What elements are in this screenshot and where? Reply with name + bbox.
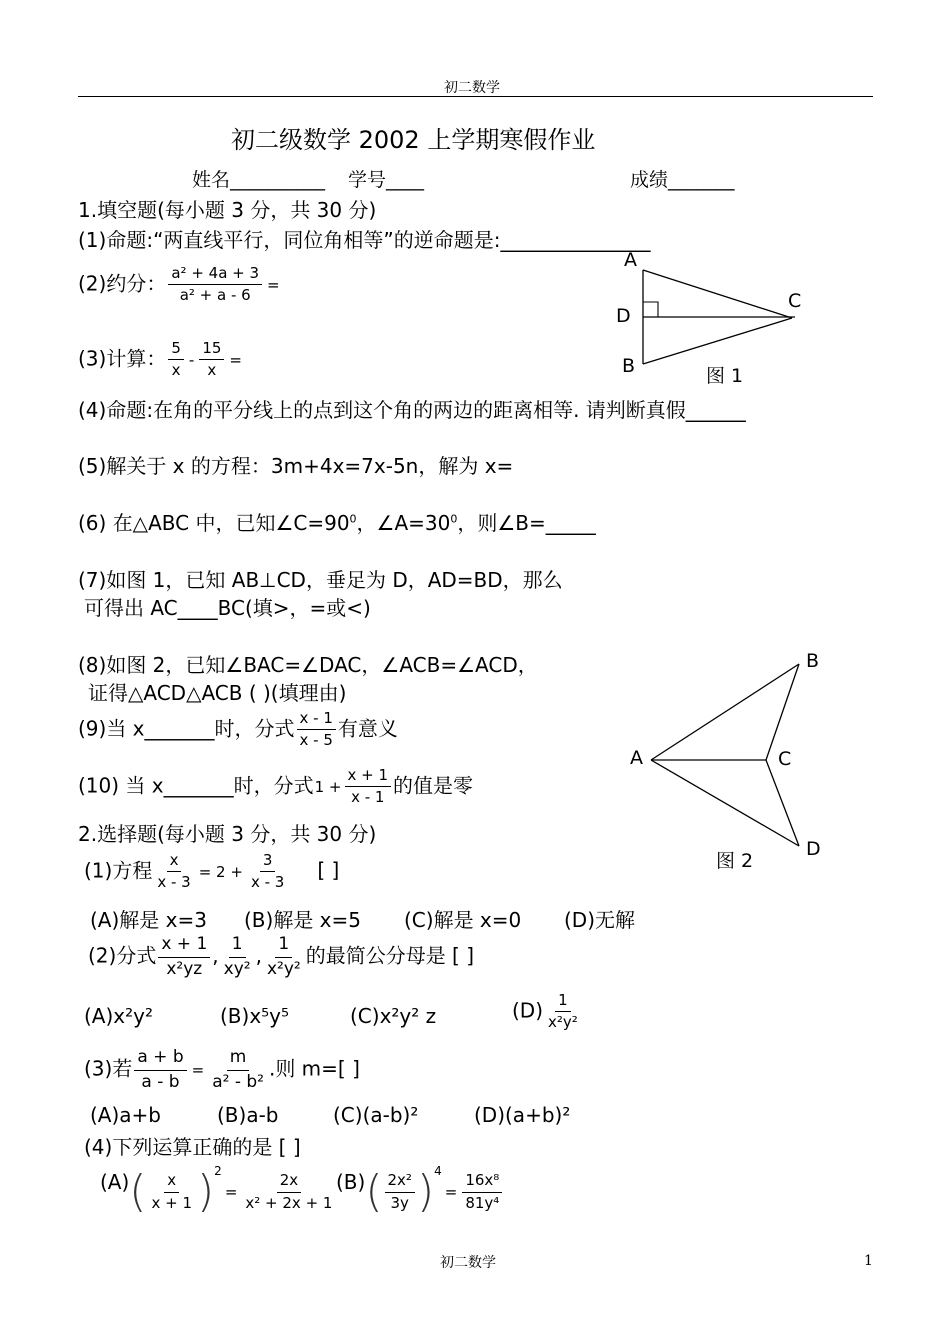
s2-q2-opt-d <box>512 992 583 1032</box>
s1-q3-label: (3)计算： <box>78 346 167 371</box>
s1-q2-equals: = <box>267 275 280 294</box>
s2-q2-frac3 <box>264 935 304 979</box>
s1-q10 <box>78 767 473 807</box>
s2-q3-num2: m <box>227 1048 250 1071</box>
fig2-line-bc <box>766 664 799 760</box>
s1-q3-num1: 5 <box>168 340 184 360</box>
s2-q4-a-equals: = <box>224 1183 238 1201</box>
fig1-label-b: B <box>622 355 636 377</box>
left-paren: ( <box>129 1166 147 1217</box>
page-number: 1 <box>864 1253 873 1269</box>
s2-q3-label: (3)若 <box>84 1056 133 1081</box>
s1-q1: (1)命题:“两直线平行，同位角相等”的逆命题是:_______________ <box>78 228 651 252</box>
figure-1 <box>600 240 820 400</box>
name-field: 姓名__________ <box>192 169 326 191</box>
s1-q9-part-b: 有意义 <box>337 716 398 741</box>
s1-q10-part-b: 的值是零 <box>393 773 474 798</box>
s1-q8-line2: 证得△ACD△ACB ( )(填理由) <box>88 681 347 705</box>
s1-q3-minus: - <box>188 350 195 369</box>
s1-q9-numerator: x - 1 <box>297 710 336 730</box>
s1-q9-denominator: x - 5 <box>299 731 333 750</box>
s2-q3-opt-b: (B)a-b <box>217 1103 279 1127</box>
s2-q4-a-result <box>242 1172 335 1212</box>
fig1-line-ac <box>643 270 792 318</box>
s2-q1-mid: = 2 + <box>198 862 243 881</box>
fig1-label-c: C <box>788 290 802 312</box>
s2-q3-tail: .则 m=[ ] <box>268 1056 360 1081</box>
s2-q2-opt-a: (A)x²y² <box>84 1004 153 1028</box>
s2-q2-opt-b: (B)x⁵y⁵ <box>220 1004 290 1028</box>
figure-2 <box>620 645 840 880</box>
s2-q1-num2: 3 <box>260 852 276 872</box>
s2-q4-b-equals: = <box>444 1183 458 1201</box>
s2-q4-a-num: x <box>164 1172 179 1192</box>
s2-q4-a-exponent: 2 <box>214 1164 222 1178</box>
s2-q3 <box>84 1048 360 1092</box>
s2-q4-b-result <box>462 1172 502 1212</box>
s2-q2-comma2: , <box>255 943 262 968</box>
s1-q2-numerator: a² + 4a + 3 <box>168 265 262 285</box>
s2-q4-b-result-den: 81y⁴ <box>465 1193 500 1212</box>
s2-q2-den2: xy² <box>223 958 251 979</box>
s2-q1-opt-a: (A)解是 x=3 <box>90 908 207 932</box>
s2-q4-b-exponent: 4 <box>434 1164 442 1178</box>
s1-q6 <box>78 507 596 536</box>
s2-q1-opt-c: (C)解是 x=0 <box>404 908 522 932</box>
s2-q2-tail: 的最简公分母是 [ ] <box>305 943 475 968</box>
s2-q2-num3: 1 <box>275 935 292 958</box>
s2-q3-equals: = <box>191 1061 205 1080</box>
s1-q6-part-b: ，∠A=30 <box>356 511 451 535</box>
fig1-label-a: A <box>624 249 637 271</box>
score-field: 成绩_______ <box>630 169 735 191</box>
s2-q1-frac1 <box>154 852 193 892</box>
s1-q3-equals: = <box>229 350 242 369</box>
s1-q10-part-a: (10) 当 x_______时，分式 <box>78 773 314 798</box>
s1-q3-num2: 15 <box>199 340 224 360</box>
s2-q4-a-result-den: x² + 2x + 1 <box>245 1193 333 1212</box>
s1-q9-part-a: (9)当 x_______时，分式 <box>78 716 295 741</box>
degree-sup-a: 0 <box>450 512 458 526</box>
fig2-label-d: D <box>806 838 821 860</box>
s2-q1-opt-d: (D)无解 <box>564 908 636 932</box>
s1-q8-line1: (8)如图 2，已知∠BAC=∠DAC，∠ACB=∠ACD， <box>78 653 538 677</box>
s2-q2-opt-c: (C)x²y² z <box>350 1004 437 1028</box>
s2-q2-frac1 <box>158 935 210 979</box>
s2-q4-a-inner-frac <box>148 1172 195 1212</box>
s2-q1-opt-b: (B)解是 x=5 <box>244 908 362 932</box>
s2-q2-comma1: , <box>212 943 219 968</box>
page-header: 初二数学 <box>444 80 500 96</box>
fig1-caption: 图 1 <box>706 365 744 387</box>
s2-q4-opt-b-label: (B) <box>336 1170 366 1194</box>
s2-q4-opt-a <box>100 1164 337 1217</box>
left-paren: ( <box>365 1166 383 1217</box>
s2-q4-a-result-num: 2x <box>277 1172 301 1192</box>
s2-q3-frac1 <box>134 1048 186 1092</box>
s1-q10-fraction <box>345 767 392 807</box>
s1-q2-fraction <box>168 265 262 305</box>
s2-q4-a-den: x + 1 <box>151 1193 192 1212</box>
s2-q3-den1: a - b <box>141 1071 180 1092</box>
s2-q2-frac2 <box>221 935 254 979</box>
s2-q4-b-num: 2x² <box>385 1172 415 1192</box>
header-rule <box>78 96 873 97</box>
degree-sup-c: 0 <box>349 512 357 526</box>
fig2-label-b: B <box>806 650 820 672</box>
page-footer: 初二数学 <box>440 1255 496 1271</box>
s2-q4-b-result-num: 16x⁸ <box>462 1172 502 1192</box>
s2-q2-den3: x²y² <box>266 958 301 979</box>
fig2-line-ab <box>651 664 799 760</box>
s2-q3-num1: a + b <box>134 1048 186 1071</box>
s1-q3-frac2 <box>199 340 224 380</box>
s2-q1-bracket: [ ] <box>317 858 340 883</box>
s1-q3 <box>78 340 245 380</box>
s2-q2-den1: x²yz <box>166 958 203 979</box>
s1-q3-den1: x <box>171 361 181 380</box>
s2-q4-b-inner-frac <box>385 1172 415 1212</box>
s2-q2 <box>88 935 474 979</box>
fig2-line-ad <box>651 760 799 846</box>
s1-q6-part-a: (6) 在△ABC 中，已知∠C=90 <box>78 511 350 535</box>
s2-q4-opt-b <box>336 1164 504 1217</box>
right-paren: ) <box>416 1166 435 1217</box>
s1-q10-numerator: x + 1 <box>345 767 392 787</box>
s2-q4-label: (4)下列运算正确的是 [ ] <box>84 1135 301 1159</box>
s1-q7-line2: 可得出 AC____BC(填>，=或<) <box>84 596 371 620</box>
s2-q2-opt-d-den: x²y² <box>548 1013 578 1032</box>
fig2-label-c: C <box>778 748 792 770</box>
s1-q2 <box>78 265 283 305</box>
s1-q9 <box>78 710 398 750</box>
s1-q3-den2: x <box>207 361 217 380</box>
doc-title: 初二级数学 2002 上学期寒假作业 <box>231 126 596 154</box>
s1-q2-label: (2)约分： <box>78 271 167 296</box>
s2-q2-num1: x + 1 <box>158 935 210 958</box>
s2-q4-opt-a-label: (A) <box>100 1170 130 1194</box>
s2-q2-opt-d-fraction <box>545 992 581 1032</box>
fig1-label-d: D <box>616 305 631 327</box>
s1-q9-fraction <box>297 710 336 750</box>
s2-q3-opt-d: (D)(a+b)² <box>474 1103 571 1127</box>
s2-q1-den1: x - 3 <box>157 873 191 892</box>
s1-q2-denominator: a² + a - 6 <box>179 286 251 305</box>
s2-q4-b-den: 3y <box>390 1193 409 1212</box>
s1-q10-one-plus: 1 + <box>314 777 342 796</box>
s1-q5: (5)解关于 x 的方程：3m+4x=7x-5n，解为 x= <box>78 454 514 478</box>
s2-q2-opt-d-num: 1 <box>555 992 571 1012</box>
s2-q1-frac2 <box>248 852 287 892</box>
s2-q1-den2: x - 3 <box>250 873 285 892</box>
fig2-label-a: A <box>630 747 643 769</box>
s2-q2-num2: 1 <box>229 935 246 958</box>
s1-q4: (4)命题:在角的平分线上的点到这个角的两边的距离相等. 请判断真假______ <box>78 398 746 422</box>
s2-q3-den2: a² - b² <box>212 1071 264 1092</box>
s2-q1-num1: x <box>167 852 182 872</box>
fig1-line-bc <box>643 318 792 364</box>
s2-q2-opt-d-label: (D) <box>512 998 544 1023</box>
s1-q3-frac1 <box>168 340 184 380</box>
s2-q3-frac2 <box>209 1048 267 1092</box>
fig2-caption: 图 2 <box>716 850 754 872</box>
s2-q1-label: (1)方程 <box>84 858 153 883</box>
fig1-right-angle-mark <box>643 302 658 317</box>
section2-heading: 2.选择题(每小题 3 分，共 30 分) <box>78 822 377 846</box>
s2-q2-label: (2)分式 <box>88 943 157 968</box>
s1-q10-denominator: x - 1 <box>351 788 385 807</box>
s1-q7-line1: (7)如图 1，已知 AB⊥CD，垂足为 D，AD=BD，那么 <box>78 568 563 592</box>
student-no-field: 学号____ <box>348 169 425 191</box>
right-paren: ) <box>197 1166 215 1217</box>
section1-heading: 1.填空题(每小题 3 分，共 30 分) <box>78 198 377 222</box>
s2-q3-opt-a: (A)a+b <box>90 1103 161 1127</box>
s1-q6-part-c: ，则∠B=_____ <box>457 511 596 535</box>
fig2-line-cd <box>766 760 799 846</box>
s2-q1 <box>84 852 339 892</box>
s2-q3-opt-c: (C)(a-b)² <box>333 1103 419 1127</box>
